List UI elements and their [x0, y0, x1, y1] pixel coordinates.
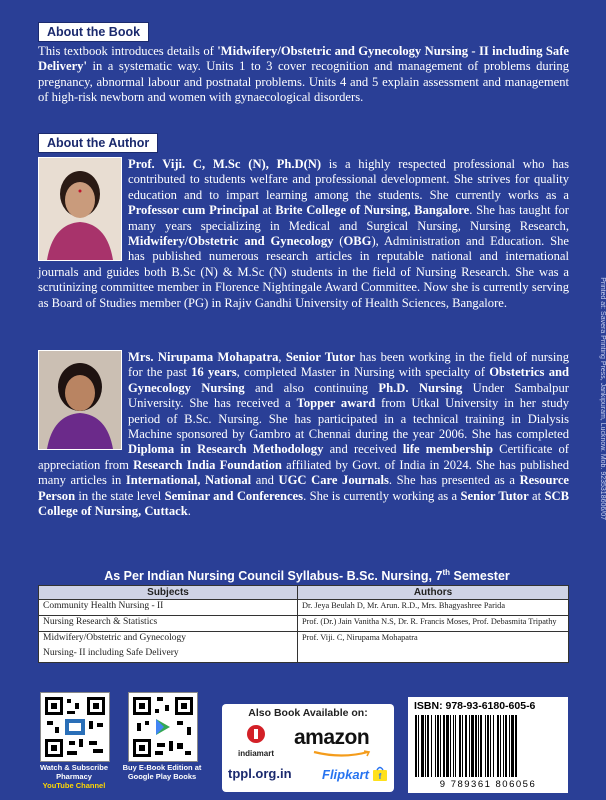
flipkart-bag-icon: [372, 766, 388, 782]
author2-bio: Mrs. Nirupama Mohapatra, Senior Tutor has been working in the field of nursing for the past 16 years, completed Master in Nursing with specialty of Obstetrics and Gynecology Nursing and also continuing Ph.D. Nursing Under Sambalpur University. She has received a Topper award from Utkal University in her study period of B.Sc. Nursing. She has participated in a technical training in Dialysis Machine sponsored by Gambro at Chennai during the year 2006. She has completed Diploma in Research Methodology and received life membership Certificate of appreciation from Research India Foundation affiliated by Govt. of India in 2024. She has published many articles in International, National and UGC Care Journals. She has presented as a Resource Person in the state level Seminar and Conferences. She is currently working as a Senior Tutor at SCB College of Nursing, Cuttack.: [38, 350, 570, 519]
flipkart-logo[interactable]: Flipkart f: [322, 766, 388, 782]
author1-bio: Prof. Viji. C, M.Sc (N), Ph.D(N) is a highly respected professional who has contributed to students welfare and professional development. She strives for quality education and to impart learning among the students. She currently works as a Professor cum Principal at Brite College of Nursing, Bangalore. She has taught for many years specializing in Medical and Surgical Nursing, Nursing Research, Midwifery/Obstetric and Gynecology (OBG), Administration and Education. She has published numerous research articles in reputable national and international journals and guides both B.Sc (N) & M.Sc (N) students in the field of Nursing Research. She was a scrutinizing committee member in Florence Nightingale Award Committee. Now she is currently serving as Board of Studies member (PG) in Rajiv Gandhi University of Health Sciences, Bangalore.: [38, 157, 570, 310]
table-row: Nursing- II including Safe Delivery: [39, 647, 569, 663]
about-author-heading: About the Author: [38, 133, 158, 153]
syllabus-heading: As Per Indian Nursing Council Syllabus- B.Sc. Nursing, 7th Semester: [104, 568, 510, 584]
also-available-box: [222, 704, 394, 792]
tppl-link[interactable]: tppl.org.in: [228, 766, 292, 781]
syllabus-table: [38, 585, 569, 663]
table-row: Community Health Nursing - II Dr. Jeya Beulah D, Mr. Arun. R.D., Mrs. Bhagyashree Parida: [39, 600, 569, 616]
also-available-title: Also Book Available on:: [248, 707, 368, 719]
subjects-header: Subjects: [39, 586, 298, 600]
barcode-icon: [413, 715, 563, 777]
table-row: Nursing Research & Statistics Prof. (Dr.) Jain Vanitha N.S, Dr. R. Francis Moses, Prof. Debasmita Tripathy: [39, 616, 569, 632]
google-play-qr-code[interactable]: [128, 692, 198, 762]
isbn-label: ISBN: 978-93-6180-605-6: [414, 700, 536, 712]
about-book-heading: About the Book: [38, 22, 149, 42]
amazon-smile-icon: [312, 750, 372, 758]
qr-icon: [41, 693, 109, 761]
amazon-logo[interactable]: amazon: [294, 726, 390, 756]
youtube-caption: Watch & Subscribe Pharmacy YouTube Channel: [39, 763, 109, 790]
isbn-barcode-box: [408, 697, 568, 793]
isbn-digits: 9 789361 806056: [439, 779, 537, 790]
table-row: Midwifery/Obstetric and Gynecology Prof. Viji. C, Nirupama Mohapatra: [39, 632, 569, 648]
svg-text:f: f: [378, 772, 382, 781]
google-play-caption: Buy E-Book Edition at Google Play Books: [122, 763, 202, 781]
indiamart-logo[interactable]: indiamart: [230, 724, 282, 758]
youtube-qr-code[interactable]: [40, 692, 110, 762]
printer-note: Printed at: Savera Printing Press, Jankipuram, Lucknow. Mob. 9235318606/07: [599, 277, 606, 520]
qr-icon: [129, 693, 197, 761]
about-book-text: This textbook introduces details of 'Midwifery/Obstetric and Gynecology Nursing - II including Safe Delivery' in a systematic way. Units 1 to 3 cover recognition and management of problems during pregnancy, abnormal labour and postnatal problems. Units 4 and 5 explain assessment and management of high-risk newborn and women with gynaecological disorders.: [38, 44, 569, 105]
indiamart-icon: [245, 724, 267, 744]
authors-header: Authors: [298, 586, 569, 600]
